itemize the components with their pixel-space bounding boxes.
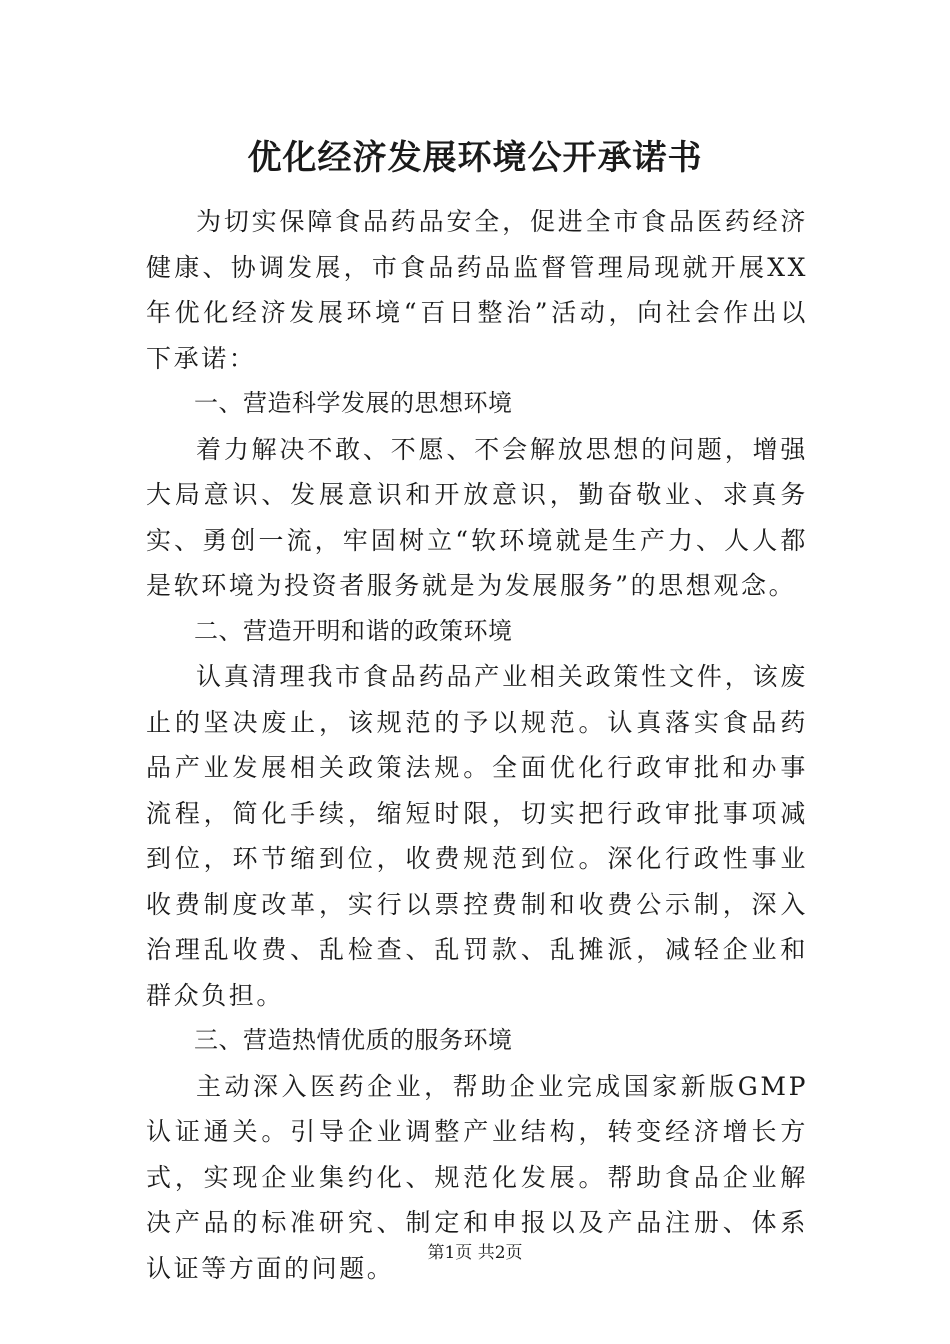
- section-body-1: 着力解决不敢、不愿、不会解放思想的问题，增强大局意识、发展意识和开放意识，勤奋敬业、求真务实、勇创一流，牢固树立“软环境就是生产力、人人都是软环境为投资者服务就是为发展服务”的思想观念。: [146, 434, 808, 600]
- section-heading-3: 三、营造热情优质的服务环境: [194, 1026, 513, 1054]
- page-number-footer: 第1页 共2页: [427, 1243, 523, 1263]
- document-body: [146, 199, 808, 1291]
- section-body-2: 认真清理我市食品药品产业相关政策性文件，该废止的坚决废止，该规范的予以规范。认真落实食品药品产业发展相关政策法规。全面优化行政审批和办事流程，简化手续，缩短时限，切实把行政审批事项减到位，环节缩到位，收费规范到位。深化行政性事业收费制度改革，实行以票控费制和收费公示制，深入治理乱收费、乱检查、乱罚款、乱摊派，减轻企业和群众负担。: [146, 662, 808, 1010]
- section-body-3: 主动深入医药企业，帮助企业完成国家新版GMP认证通关。引导企业调整产业结构，转变经济增长方式，实现企业集约化、规范化发展。帮助食品企业解决产品的标准研究、制定和申报以及产品注册、体系认证等方面的问题。: [146, 1071, 808, 1283]
- section-heading-2: 二、营造开明和谐的政策环境: [194, 616, 513, 645]
- intro-paragraph: 为切实保障食品药品安全，促进全市食品医药经济健康、协调发展，市食品药品监督管理局现就开展XX年优化经济发展环境“百日整治”活动，向社会作出以下承诺：: [146, 207, 808, 373]
- document-title: 优化经济发展环境公开承诺书: [247, 138, 703, 178]
- section-heading-1: 一、营造科学发展的思想环境: [194, 389, 513, 417]
